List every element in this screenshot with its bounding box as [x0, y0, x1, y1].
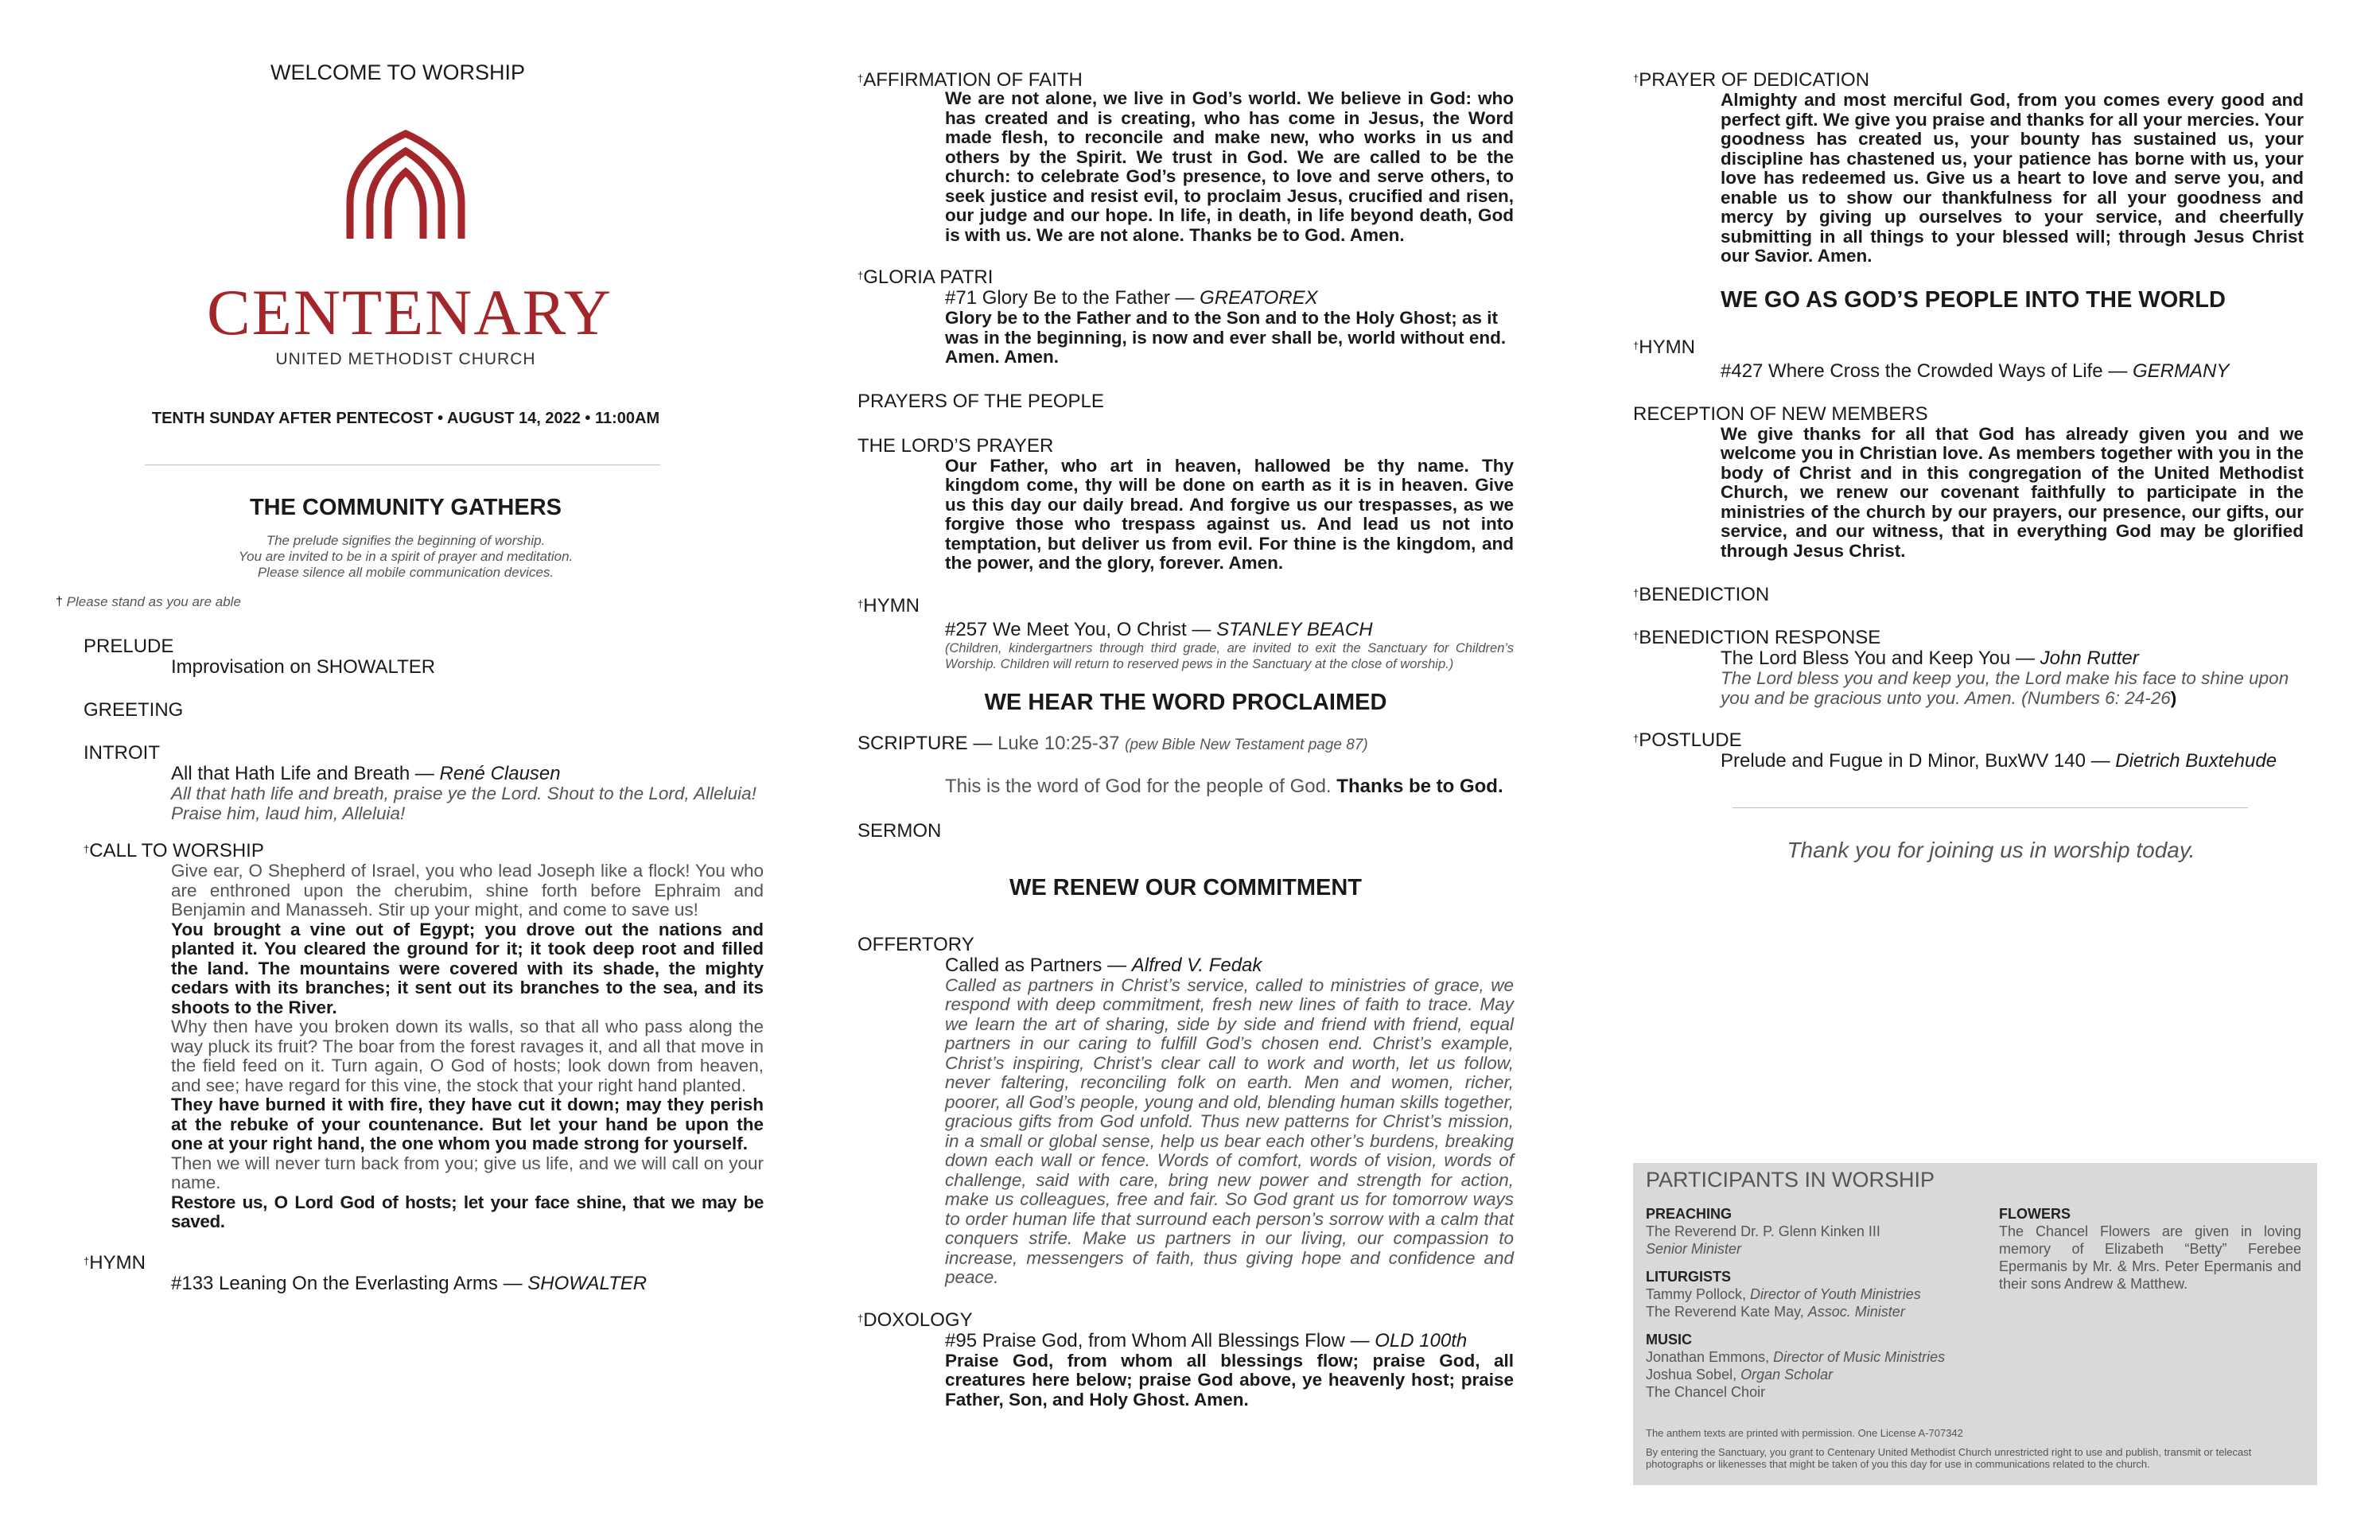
dagger-icon: †	[1633, 587, 1639, 599]
scripture-line: SCRIPTURE — Luke 10:25-37 (pew Bible New Testament page 87)	[858, 732, 1368, 754]
benediction-label: †BENEDICTION	[1633, 584, 1770, 605]
liturgist-2: The Reverend Kate May, Assoc. Minister	[1646, 1304, 1905, 1320]
dagger-icon: †	[1633, 339, 1639, 352]
benediction-response-label: †BENEDICTION RESPONSE	[1633, 627, 1881, 648]
dagger-icon: †	[858, 270, 864, 282]
hymn-label: †HYMN	[1633, 336, 1695, 358]
hymn-label: †HYMN	[858, 594, 920, 616]
affirmation-label: †AFFIRMATION OF FAITH	[858, 69, 1083, 91]
doxology-text: Praise God, from whom all blessings flow; praise God, all creatures here below; praise God above, ye heavenly host; praise Father, Son, and Holy Ghost. Amen.	[945, 1350, 1514, 1410]
leader-text: Give ear, O Shepherd of Israel, you who lead Joseph like a flock! You who are enthroned upon the cherubim, shine forth before Ephraim and Benjamin and Manasseh. Stir up your might, and come to save us!	[171, 861, 764, 920]
dagger-icon: †	[1633, 630, 1639, 642]
dagger-icon: †	[56, 595, 63, 609]
prelude-label: PRELUDE	[84, 636, 174, 657]
people-response: Restore us, O Lord God of hosts; let your face shine, that we may be saved.	[171, 1192, 764, 1231]
church-subtitle: UNITED METHODIST CHURCH	[275, 350, 536, 368]
people-response: They have burned it with fire, they have cut it down; may they perish at the rebuke of your countenance. But let your hand be upon the one at your right hand, the one whom you made strong for yourself.	[171, 1095, 764, 1153]
gloria-text: Glory be to the Father and to the Son and to the Holy Ghost; as it was in the beginning, is now and ever shall be, world without end. Amen. Amen.	[945, 308, 1507, 367]
liturgists-label: LITURGISTS	[1646, 1269, 1731, 1285]
divider	[1732, 807, 2248, 808]
hymn-title: #257 We Meet You, O Christ — STANLEY BEACH	[945, 618, 1373, 640]
flowers-text: The Chancel Flowers are given in loving memory of Elizabeth “Betty” Ferebee Epermanis by Mr. & Mrs. Peter Epermanis and their sons Andrew & Matthew.	[1999, 1223, 2301, 1292]
flowers-label: FLOWERS	[1999, 1206, 2071, 1222]
leader-text: Then we will never turn back from you; give us life, and we will call on your name.	[171, 1153, 764, 1192]
prayers-of-people-label: PRAYERS OF THE PEOPLE	[858, 390, 1104, 412]
musician-3: The Chancel Choir	[1646, 1384, 1766, 1400]
dagger-icon: †	[84, 1254, 90, 1267]
preacher-name: The Reverend Dr. P. Glenn Kinken III	[1646, 1223, 1880, 1239]
prelude-notes	[56, 533, 756, 581]
gloria-patri-label: †GLORIA PATRI	[858, 266, 994, 288]
prelude-text: Improvisation on SHOWALTER	[171, 656, 436, 678]
preaching-label: PREACHING	[1646, 1206, 1732, 1222]
introit-title: All that Hath Life and Breath — René Clausen	[171, 763, 561, 784]
lords-prayer-text: Our Father, who art in heaven, hallowed be thy name. Thy kingdom come, thy will be done on earth as it is in heaven. Give us this day our daily bread. And forgive us our trespasses, as we forgive those who trespass against us. And lead us not into temptation, but deliver us from evil. For thine is the kingdom, and the power, and the glory, forever. Amen.	[945, 455, 1514, 573]
greeting-label: GREETING	[84, 699, 184, 721]
music-label: MUSIC	[1646, 1332, 1692, 1348]
liturgist-1: Tammy Pollock, Director of Youth Ministries	[1646, 1286, 1921, 1302]
hymn-title: #427 Where Cross the Crowded Ways of Life — GERMANY	[1721, 360, 2230, 382]
dagger-icon: †	[858, 72, 864, 84]
postlude-label: †POSTLUDE	[1633, 729, 1742, 751]
offertory-title: Called as Partners — Alfred V. Fedak	[945, 954, 1262, 976]
section-word-proclaimed: WE HEAR THE WORD PROCLAIMED	[984, 689, 1387, 715]
participants-left	[1646, 1195, 1980, 1401]
people-response: You brought a vine out of Egypt; you drove out the nations and planted it. You cleared the ground for it; it took deep root and filled the land. The mountains were covered with its shade, the mighty cedars with its branches; it sent out its branches to the sea, and its shoots to the River.	[171, 919, 764, 1017]
scripture-response: This is the word of God for the people of God. Thanks be to God.	[945, 775, 1503, 797]
participants-panel	[1633, 1163, 2317, 1485]
reception-label: RECEPTION OF NEW MEMBERS	[1633, 402, 1928, 425]
dagger-icon: †	[1633, 733, 1639, 745]
dagger-icon: †	[858, 597, 864, 610]
participants-right	[1999, 1195, 2301, 1293]
offertory-label: OFFERTORY	[858, 933, 974, 955]
section-renew-commitment: WE RENEW OUR COMMITMENT	[1009, 874, 1362, 900]
benediction-response-lyrics: The Lord bless you and keep you, the Lord make his face to shine upon you and be gracious unto you. Amen. (Numbers 6: 24-26)	[1721, 668, 2289, 708]
section-into-world: WE GO AS GOD’S PEOPLE INTO THE WORLD	[1721, 286, 2226, 313]
gloria-title: #71 Glory Be to the Father — GREATOREX	[945, 287, 1318, 309]
hymn-title: #133 Leaning On the Everlasting Arms — SHOWALTER	[171, 1272, 648, 1294]
dagger-icon: †	[858, 1312, 864, 1324]
hymn-label: †HYMN	[84, 1251, 146, 1274]
dagger-icon: †	[84, 843, 90, 855]
postlude-title: Prelude and Fugue in D Minor, BuxWV 140 — Dietrich Buxtehude	[1721, 750, 2277, 772]
children-worship-note: (Children, kindergartners through third grade, are invited to exit the Sanctuary for Children’s Worship. Children will return to reserved pews in the Sanctuary at the close of worship.)	[945, 640, 1514, 671]
reception-text: We give thanks for all that God has already given you and we welcome you in Christian love. As members together with you in the body of Christ and in this congregation of the United Methodist Church, we renew our covenant faithfully to participate in the ministries of the church by our prayers, our presence, our gifts, our service, and our witness, that in everything God may be glorified through Jesus Christ.	[1721, 423, 2304, 561]
musician-1: Jonathan Emmons, Director of Music Ministries	[1646, 1349, 1946, 1365]
license-note: The anthem texts are printed with permission. One License A-707342	[1646, 1427, 1963, 1439]
prayer-dedication-label: †PRAYER OF DEDICATION	[1633, 69, 1870, 91]
consent-note: By entering the Sanctuary, you grant to Centenary United Methodist Church unrestricted right to use and publish, transmit or telecast photographs or likenesses that might be taken of you this day for use in communications related to the church.	[1646, 1446, 2252, 1470]
church-arch-logo-icon	[334, 127, 477, 239]
church-name: CENTENARY	[207, 276, 612, 348]
leader-text: Why then have you broken down its walls, so that all who pass along the way pluck its fruit? The boar from the forest ravages it, and all that move in the field feed on it. Turn again, O God of hosts; look down from heaven, and see; have regard for this vine, the stock that your right hand planted.	[171, 1017, 764, 1095]
musician-2: Joshua Sobel, Organ Scholar	[1646, 1367, 1834, 1382]
note-line: Please silence all mobile communication devices.	[257, 565, 554, 580]
preacher-role: Senior Minister	[1646, 1241, 1742, 1257]
prayer-dedication-text: Almighty and most merciful God, from you comes every good and perfect gift. We give you praise and thanks for all your mercies. Your goodness has created us, your bounty has sustained us, your discipline has chastened us, your patience has borne with us, your love has redeemed us. Give us a heart to love and serve you, and enable us to show our thankfulness for all your goodness and mercy by giving up ourselves to your service, and cheerfully submitting in all things to your blessed will; through Jesus Christ our Savior. Amen.	[1721, 90, 2304, 266]
introit-lyrics: All that hath life and breath, praise ye the Lord. Shout to the Lord, Alleluia! Praise him, laud him, Alleluia!	[171, 784, 756, 823]
doxology-label: †DOXOLOGY	[858, 1309, 973, 1331]
doxology-title: #95 Praise God, from Whom All Blessings Flow — OLD 100th	[945, 1329, 1468, 1351]
service-date-line: TENTH SUNDAY AFTER PENTECOST • AUGUST 14, 2022 • 11:00AM	[151, 410, 660, 427]
participants-title: PARTICIPANTS IN WORSHIP	[1646, 1168, 1935, 1192]
call-to-worship-label: †CALL TO WORSHIP	[84, 840, 264, 861]
offertory-lyrics: Called as partners in Christ’s service, called to ministries of grace, we respond with deep commitment, fresh new lines of faith to trace. May we learn the art of sharing, side by side and friend with friend, equal partners in our caring to fulfill God’s chosen end. Christ’s example, Christ’s inspiring, Christ’s clear call to work and worth, let us follow, never faltering, reconciling folk on earth. Men and women, richer, poorer, all God’s people, young and old, blending human skills together, gracious gifts from God unfold. Thus new patterns for Christ’s mission, in a small or global sense, help us bear each other’s burdens, breaking down each wall or fence. Words of comfort, words of vision, words of challenge, said with care, bring new power and strength for action, make us colleagues, free and fair. So God grant us for tomorrow ways to order human life that surround each person’s sorrow with a calm that conquers strife. Make us partners in our living, our compassion to increase, messengers of faith, thus giving hope and confidence and peace.	[945, 974, 1514, 1287]
affirmation-text: We are not alone, we live in God’s world. We believe in God: who has created and is creating, who has come in Jesus, the Word made flesh, to reconcile and make new, who works in us and others by the Spirit. We trust in God. We are called to be the church: to celebrate God’s presence, to love and serve others, to seek justice and resist evil, to proclaim Jesus, crucified and risen, our judge and our hope. In life, in death, in life beyond death, God is with us. We are not alone. Thanks be to God. Amen.	[945, 88, 1514, 245]
section-community-gathers: THE COMMUNITY GATHERS	[249, 495, 562, 520]
note-line: You are invited to be in a spirit of prayer and meditation.	[238, 549, 574, 564]
lords-prayer-label: THE LORD’S PRAYER	[858, 434, 1054, 457]
sermon-label: SERMON	[858, 819, 942, 842]
dagger-icon: †	[1633, 72, 1639, 84]
benediction-response-title: The Lord Bless You and Keep You — John Rutter	[1721, 648, 2139, 669]
introit-label: INTROIT	[84, 742, 160, 764]
welcome-heading: WELCOME TO WORSHIP	[270, 60, 526, 84]
thank-you-message: Thank you for joining us in worship today.	[1787, 838, 2195, 862]
stand-note: † Please stand as you are able	[56, 594, 241, 609]
note-line: The prelude signifies the beginning of worship.	[266, 533, 546, 548]
